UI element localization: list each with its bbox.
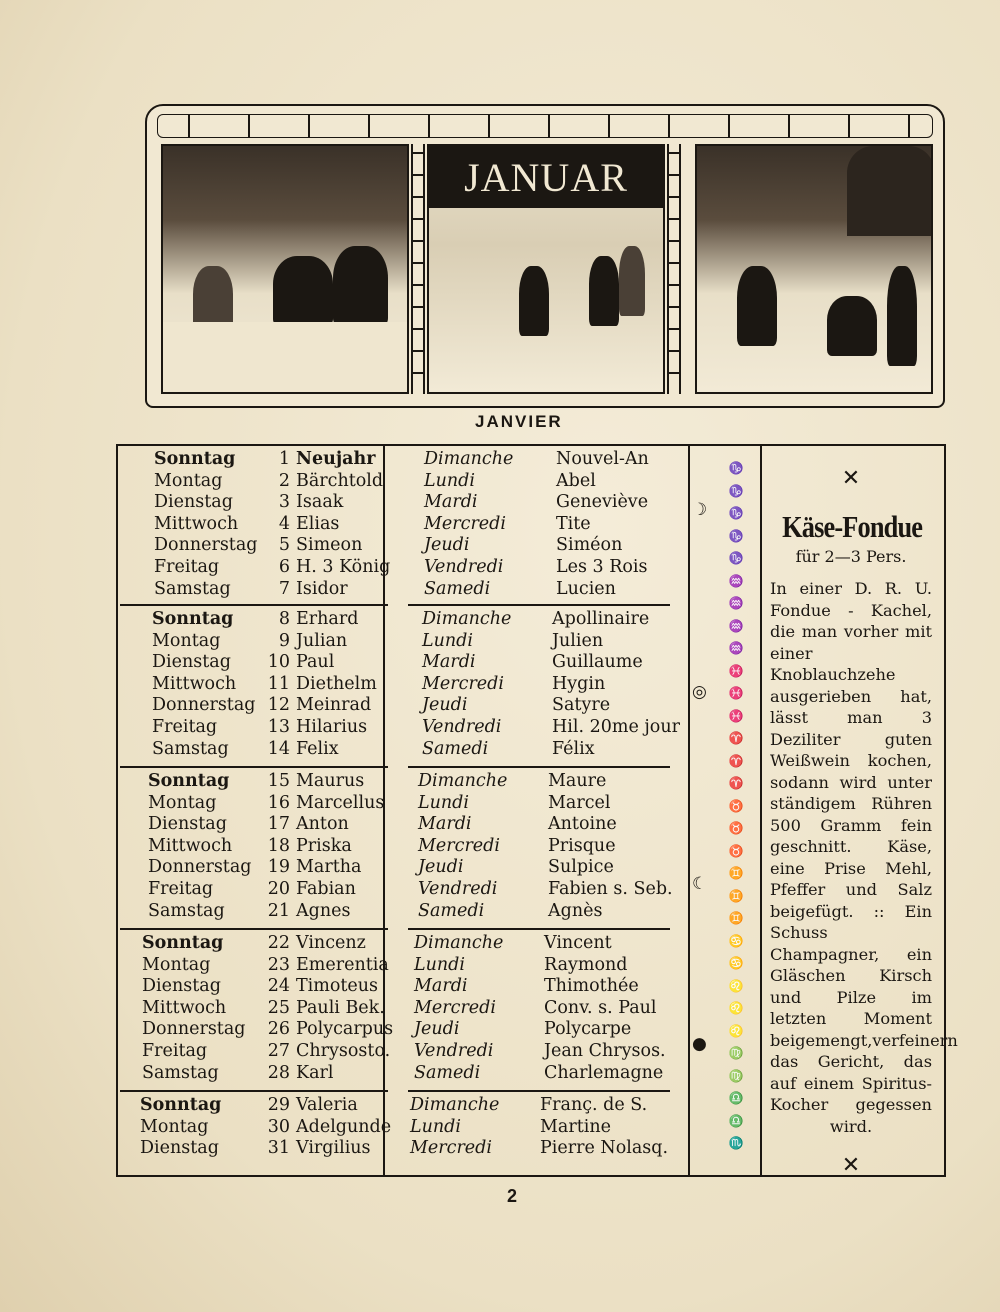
french-saint-name: Lucien	[556, 578, 616, 599]
german-saint-name: Virgilius	[296, 1138, 371, 1159]
french-saint-name: Franç. de S.	[540, 1095, 648, 1115]
german-weekday: Donnerstag	[152, 695, 256, 716]
week-separator	[120, 1090, 388, 1092]
french-weekday: Mercredi	[418, 835, 500, 856]
german-saint-name: Emerentia	[296, 954, 389, 975]
day-number: 21	[267, 900, 290, 921]
german-saint-name: Neujahr	[296, 449, 376, 469]
zodiac-sign-icon: ♌	[728, 978, 744, 993]
french-weekday: Mardi	[418, 814, 472, 835]
zodiac-sign-icon: ♑	[728, 483, 744, 498]
zodiac-sign-icon: ♒	[728, 618, 744, 633]
french-weekday: Lundi	[422, 630, 473, 651]
french-weekday: Dimanche	[414, 933, 504, 953]
french-weekday: Mardi	[424, 492, 478, 513]
german-saint-name: Chrysosto.	[296, 1041, 391, 1061]
day-number: 25	[267, 997, 290, 1018]
french-weekday: Jeudi	[422, 695, 468, 716]
german-saint-name: H. 3 König	[296, 557, 391, 577]
french-saint-name: Fabien s. Seb.	[548, 879, 673, 899]
french-weekday: Dimanche	[410, 1095, 500, 1115]
french-saint-name: Félix	[552, 738, 595, 759]
german-weekday: Mittwoch	[148, 835, 233, 856]
zodiac-sign-icon: ♎	[728, 1091, 744, 1105]
german-saint-name: Isidor	[296, 578, 348, 599]
german-weekday: Sonntag	[140, 1095, 222, 1115]
zodiac-sign-icon: ♋	[728, 956, 744, 970]
day-number: 11	[267, 673, 290, 694]
day-number: 30	[267, 1116, 290, 1137]
zodiac-sign-icon: ♌	[728, 1001, 744, 1015]
day-number: 6	[278, 557, 290, 577]
zodiac-sign-icon: ♋	[728, 933, 744, 948]
zodiac-sign-icon: ♑	[728, 551, 744, 565]
german-saint-name: Elias	[296, 513, 340, 534]
recipe-box	[770, 466, 958, 1178]
french-saint-name: Thimothée	[544, 976, 639, 997]
calendar-header	[145, 104, 945, 408]
zodiac-sign-icon: ♈	[728, 776, 744, 790]
german-saint-name: Julian	[296, 630, 348, 651]
zodiac-sign-icon: ♌	[728, 1023, 744, 1038]
zodiac-sign-icon: ♍	[728, 1046, 744, 1060]
day-number: 29	[267, 1095, 290, 1115]
german-weekday: Sonntag	[148, 771, 230, 791]
german-weekday: Dienstag	[154, 492, 233, 513]
french-weekday: Mardi	[422, 652, 476, 673]
german-weekday: Donnerstag	[142, 1019, 246, 1040]
german-weekday: Dienstag	[140, 1138, 219, 1159]
german-weekday: Montag	[154, 470, 223, 491]
zodiac-sign-icon: ♍	[728, 1068, 744, 1083]
german-saint-name: Paul	[296, 652, 335, 673]
french-saint-name: Tite	[556, 513, 591, 534]
french-saint-name: Hil. 20me jour	[552, 717, 680, 737]
french-saint-name: Satyre	[552, 695, 611, 716]
french-weekday: Samedi	[424, 578, 491, 599]
german-weekday: Sonntag	[154, 449, 236, 469]
zodiac-sign-icon: ♉	[728, 843, 744, 858]
zodiac-sign-icon: ♓	[728, 708, 744, 723]
skating-illustration	[427, 144, 665, 394]
french-weekday: Mercredi	[410, 1138, 492, 1159]
german-saint-name: Vincenz	[296, 933, 366, 953]
french-saint-name: Siméon	[556, 535, 623, 556]
german-saint-name: Felix	[296, 738, 339, 759]
french-weekday: Dimanche	[424, 449, 514, 469]
french-weekday: Vendredi	[418, 879, 498, 899]
zodiac-sign-icon: ♏	[728, 1136, 744, 1150]
zodiac-sign-icon: ♉	[728, 798, 744, 813]
zodiac-sign-icon: ♊	[728, 888, 744, 903]
page-number: 2	[507, 1186, 518, 1206]
german-weekday: Sonntag	[142, 933, 224, 953]
french-weekday: Mercredi	[424, 513, 506, 534]
ornament-icon: ✕	[841, 1153, 861, 1178]
french-weekday: Mardi	[414, 976, 468, 997]
french-saint-name: Hygin	[552, 673, 606, 694]
german-saint-name: Erhard	[296, 609, 359, 629]
french-saint-name: Conv. s. Paul	[544, 997, 657, 1018]
german-saint-name: Agnes	[296, 900, 351, 921]
french-saint-name: Raymond	[544, 954, 628, 975]
day-number: 15	[267, 771, 290, 791]
day-number: 22	[267, 933, 290, 953]
zodiac-sign-icon: ♈	[728, 753, 744, 768]
day-number: 1	[278, 449, 290, 469]
french-weekday: Samedi	[418, 900, 485, 921]
german-saint-name: Adelgunde	[296, 1116, 392, 1137]
french-saint-name: Les 3 Rois	[556, 557, 648, 577]
week-separator	[120, 766, 388, 768]
day-number: 18	[267, 835, 290, 856]
french-saint-name: Apollinaire	[552, 609, 650, 629]
german-saint-name: Maurus	[296, 771, 365, 791]
german-saint-name: Martha	[296, 857, 362, 878]
zodiac-sign-icon: ♎	[728, 1113, 744, 1128]
day-number: 4	[278, 513, 290, 534]
french-weekday: Dimanche	[418, 771, 508, 791]
french-saint-name: Vincent	[544, 933, 612, 953]
french-weekday: Jeudi	[414, 1019, 460, 1040]
month-title: JANUAR	[464, 154, 628, 200]
german-saint-name: Hilarius	[296, 717, 368, 737]
german-weekday: Samstag	[152, 738, 229, 759]
french-weekday: Lundi	[424, 470, 475, 491]
german-weekday: Freitag	[148, 879, 214, 899]
day-number: 23	[267, 954, 290, 975]
german-weekday: Mittwoch	[154, 513, 239, 534]
french-weekday: Samedi	[414, 1062, 481, 1083]
zodiac-sign-icon: ♓	[728, 686, 744, 700]
french-weekday: Lundi	[410, 1116, 461, 1137]
column-ornament	[411, 144, 425, 394]
month-subtitle-french: JANVIER	[475, 412, 563, 431]
week-separator	[120, 604, 388, 606]
french-weekday: Mercredi	[422, 673, 504, 694]
sleigh-illustration	[161, 144, 409, 394]
recipe-servings: für 2—3 Pers.	[795, 547, 907, 566]
german-weekday: Montag	[148, 792, 217, 813]
day-number: 27	[267, 1041, 290, 1061]
french-saint-name: Pierre Nolasq.	[540, 1138, 669, 1159]
day-number: 17	[267, 814, 290, 835]
day-number: 14	[267, 738, 290, 759]
german-weekday: Samstag	[154, 578, 231, 599]
french-weekday: Vendredi	[424, 557, 504, 577]
french-saint-name: Maure	[548, 771, 607, 791]
french-weekday: Mercredi	[414, 997, 496, 1018]
french-saint-name: Nouvel-An	[556, 449, 649, 469]
ornamental-border	[157, 114, 933, 138]
german-weekday: Mittwoch	[152, 673, 237, 694]
french-saint-name: Geneviève	[556, 492, 649, 513]
german-saint-name: Bärchtold	[296, 470, 384, 491]
french-weekday: Jeudi	[418, 857, 464, 878]
week-separator	[120, 928, 388, 930]
day-number: 3	[278, 492, 290, 513]
german-weekday: Samstag	[148, 900, 225, 921]
german-weekday: Montag	[152, 630, 221, 651]
french-saint-name: Julien	[552, 630, 604, 651]
week-separator	[408, 1090, 670, 1092]
zodiac-sign-icon: ♒	[728, 573, 744, 588]
german-saint-name: Fabian	[296, 879, 356, 899]
week-separator	[408, 604, 670, 606]
zodiac-sign-icon: ♓	[728, 663, 744, 678]
german-saint-name: Anton	[296, 814, 349, 835]
day-number: 19	[267, 857, 290, 878]
zodiac-sign-icon: ♑	[728, 528, 744, 543]
french-saint-name: Guillaume	[552, 652, 643, 673]
day-number: 2	[278, 470, 290, 491]
german-saint-name: Meinrad	[296, 695, 372, 716]
moon-phase-icon: ◎	[692, 682, 707, 702]
german-weekday: Montag	[140, 1116, 209, 1137]
day-number: 12	[267, 695, 290, 716]
german-weekday: Donnerstag	[148, 857, 252, 878]
german-saint-name: Priska	[296, 835, 352, 856]
german-weekday: Freitag	[154, 557, 220, 577]
french-saint-name: Abel	[556, 470, 596, 491]
zodiac-sign-icon: ♑	[728, 461, 744, 475]
french-weekday: Samedi	[422, 738, 489, 759]
german-weekday: Donnerstag	[154, 535, 258, 556]
german-saint-name: Isaak	[296, 492, 344, 513]
zodiac-sign-icon: ♊	[728, 911, 744, 925]
french-saint-name: Marcel	[548, 792, 611, 813]
recipe-text: In einer D. R. U. Fondue - Kachel, die man vorher mit einer Knoblauchzehe ausgerieben hat, lässt man 3 Deziliter guten Weißwein kochen, sodann wird unter ständigem Rühren 500 Gramm fein geschnitt. Käse, eine Prise Mehl, Pfeffer und Salz beigefügt. :: Ein Schuss Champagner, ein Gläschen Kirsch und Pilze im letzten Moment beigemengt,verfeinern das Gericht, das auf einem Spiritus-Kocher gegessen wird.	[770, 579, 958, 1136]
french-weekday: Jeudi	[424, 535, 470, 556]
moon-phase-icon: ●	[692, 1034, 707, 1054]
french-saint-name: Jean Chrysos.	[544, 1041, 666, 1061]
day-number: 7	[278, 578, 290, 599]
french-saint-name: Antoine	[548, 814, 617, 835]
german-saint-name: Polycarpus	[296, 1019, 394, 1040]
day-number: 26	[267, 1019, 290, 1040]
french-weekday: Lundi	[418, 792, 469, 813]
recipe-title: Käse-Fondue	[782, 509, 923, 544]
german-saint-name: Marcellus	[296, 792, 385, 813]
day-number: 10	[267, 652, 290, 673]
german-weekday: Dienstag	[148, 814, 227, 835]
french-saint-name: Polycarpe	[544, 1019, 632, 1040]
ornament-icon: ✕	[841, 466, 861, 491]
zodiac-sign-icon: ♑	[728, 506, 744, 520]
german-saint-name: Karl	[296, 1062, 334, 1083]
german-weekday: Freitag	[152, 717, 218, 737]
day-number: 5	[278, 535, 290, 556]
german-saint-name: Valeria	[296, 1095, 358, 1115]
column-ornament	[667, 144, 681, 394]
zodiac-sign-icon: ♈	[728, 731, 744, 745]
day-number: 9	[278, 630, 290, 651]
ice-skaters-illustration	[695, 144, 933, 394]
french-weekday: Vendredi	[422, 717, 502, 737]
day-number: 13	[267, 717, 290, 737]
french-weekday: Dimanche	[422, 609, 512, 629]
german-weekday: Dienstag	[142, 976, 221, 997]
day-number: 31	[267, 1138, 290, 1159]
day-number: 24	[267, 976, 290, 997]
german-saint-name: Simeon	[296, 535, 363, 556]
day-number: 16	[267, 792, 290, 813]
day-number: 20	[267, 879, 290, 899]
german-saint-name: Timoteus	[296, 976, 379, 997]
week-separator	[408, 928, 670, 930]
moon-phase-icon: ☾	[692, 874, 708, 894]
moon-phase-icon: ☽	[692, 500, 708, 520]
french-saint-name: Sulpice	[548, 857, 614, 878]
zodiac-sign-icon: ♒	[728, 641, 744, 655]
german-saint-name: Pauli Bek.	[296, 997, 385, 1018]
day-number: 28	[267, 1062, 290, 1083]
day-number: 8	[278, 609, 290, 629]
german-weekday: Samstag	[142, 1062, 219, 1083]
german-weekday: Dienstag	[152, 652, 231, 673]
french-saint-name: Martine	[540, 1116, 611, 1137]
zodiac-sign-icon: ♒	[728, 596, 744, 610]
french-saint-name: Prisque	[548, 835, 616, 856]
german-weekday: Freitag	[142, 1041, 208, 1061]
french-saint-name: Agnès	[548, 900, 603, 921]
week-separator	[408, 766, 670, 768]
german-saint-name: Diethelm	[296, 673, 377, 694]
german-weekday: Mittwoch	[142, 997, 227, 1018]
zodiac-sign-icon: ♉	[728, 821, 744, 835]
month-title-box	[429, 146, 663, 208]
french-weekday: Vendredi	[414, 1041, 494, 1061]
german-weekday: Montag	[142, 954, 211, 975]
german-weekday: Sonntag	[152, 609, 234, 629]
french-weekday: Lundi	[414, 954, 465, 975]
zodiac-sign-icon: ♊	[728, 866, 744, 880]
french-saint-name: Charlemagne	[544, 1062, 664, 1083]
